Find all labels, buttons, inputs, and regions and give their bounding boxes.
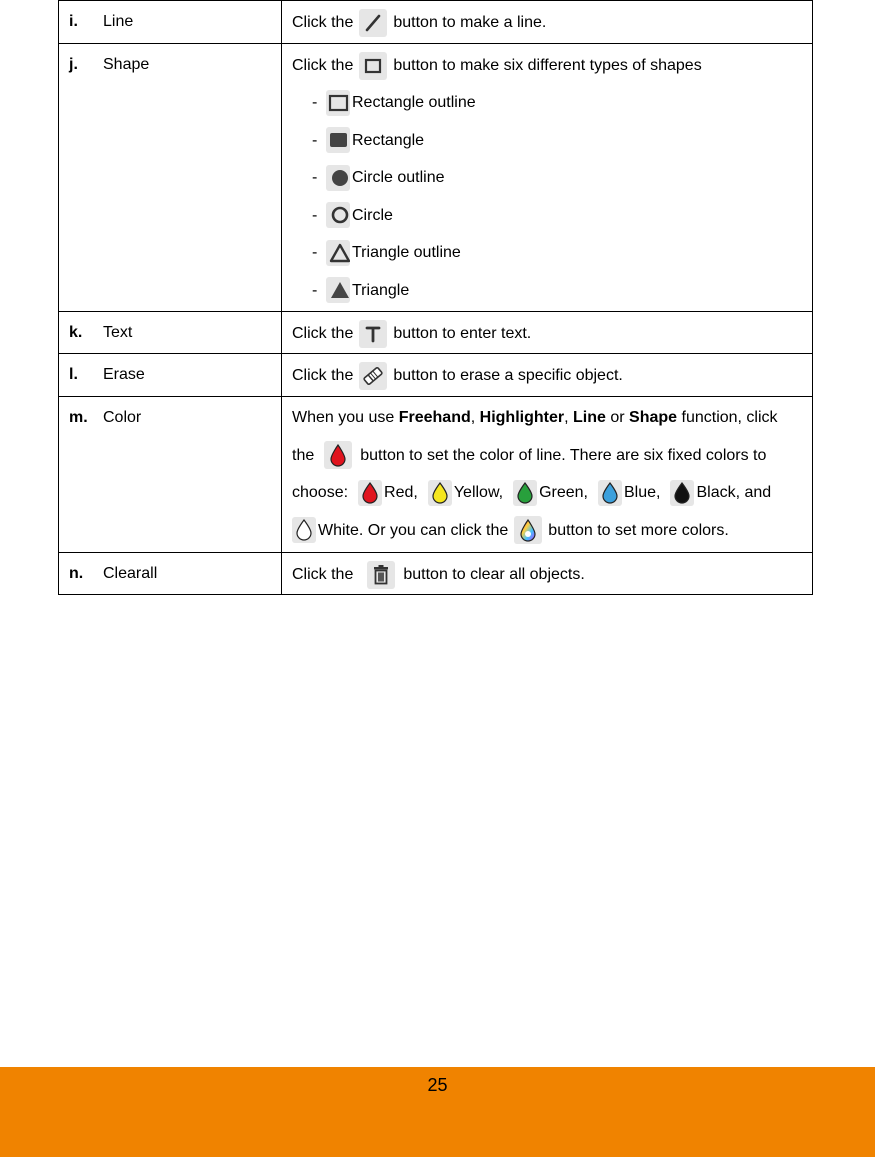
row-letter: n. — [69, 565, 84, 582]
table-row — [59, 312, 813, 354]
eraser-icon — [359, 362, 387, 390]
yellow-drop-icon — [428, 480, 452, 506]
shape-label: Triangle outline — [352, 244, 461, 261]
row-name: Shape — [103, 56, 150, 73]
page-number: 25 — [427, 1075, 448, 1095]
shape-list-item: - Triangle outline — [292, 234, 806, 272]
desc-text: button to make six different types of shapes — [393, 57, 702, 75]
desc-text: Click the — [292, 566, 354, 584]
desc-text: button to make a line. — [393, 14, 547, 32]
shape-list-item: - Rectangle outline — [292, 84, 806, 122]
desc-text: Click the — [292, 325, 354, 343]
triangle-outline-icon — [326, 240, 350, 266]
row-letter: l. — [69, 366, 78, 383]
shape-list-item: - Circle outline — [292, 159, 806, 197]
row-name: Line — [103, 13, 134, 30]
circle-filled-icon — [326, 165, 350, 191]
triangle-icon — [326, 277, 350, 303]
desc-text: Click the — [292, 57, 354, 75]
desc-text: Click the — [292, 367, 354, 385]
black-drop-icon — [670, 480, 694, 506]
shape-label: Circle outline — [352, 169, 445, 186]
row-name: Color — [103, 409, 142, 426]
color-drop-icon — [324, 441, 352, 469]
row-letter: i. — [69, 13, 78, 30]
row-letter: k. — [69, 324, 83, 341]
shape-icon — [359, 52, 387, 80]
white-drop-icon — [292, 517, 316, 543]
color-palette-drop-icon — [514, 516, 542, 544]
row-letter: m. — [69, 409, 88, 426]
shape-list-item: - Rectangle — [292, 122, 806, 160]
table-row: m. Color When you use Freehand, Highlighter, Line or Shape function, click the button to set the color of line. There are six fixed colors to choose: Red, Yellow, Green, Blue, Black, and White. Or you can click the button to set more colors. — [59, 397, 813, 553]
blue-drop-icon — [598, 480, 622, 506]
shape-label: Rectangle — [352, 131, 425, 149]
table-row — [59, 354, 813, 397]
text-icon — [359, 320, 387, 348]
shape-list-item: - Triangle — [292, 272, 806, 310]
circle-ring-icon — [326, 202, 350, 228]
shape-label: Rectangle outline — [352, 94, 476, 111]
rectangle-icon — [326, 127, 350, 153]
line-icon — [359, 9, 387, 37]
trash-icon — [367, 561, 395, 589]
desc-text: button to enter text. — [393, 325, 532, 343]
shape-label: Triangle — [352, 281, 410, 299]
desc-text: button to erase a specific object. — [393, 367, 623, 385]
desc-text: button to clear all objects. — [403, 566, 585, 584]
row-name: Text — [103, 324, 133, 341]
desc-text: Click the — [292, 14, 354, 32]
table-row — [59, 44, 813, 312]
row-name: Erase — [103, 366, 145, 383]
feature-table — [58, 0, 813, 595]
red-drop-icon — [358, 480, 382, 506]
rectangle-outline-icon — [326, 90, 350, 116]
shape-label: Circle — [352, 206, 393, 224]
row-name: Clearall — [103, 565, 158, 582]
table-row — [59, 1, 813, 44]
shape-list-item: - Circle — [292, 197, 806, 235]
table-row — [59, 553, 813, 595]
row-letter: j. — [69, 56, 78, 73]
green-drop-icon — [513, 480, 537, 506]
